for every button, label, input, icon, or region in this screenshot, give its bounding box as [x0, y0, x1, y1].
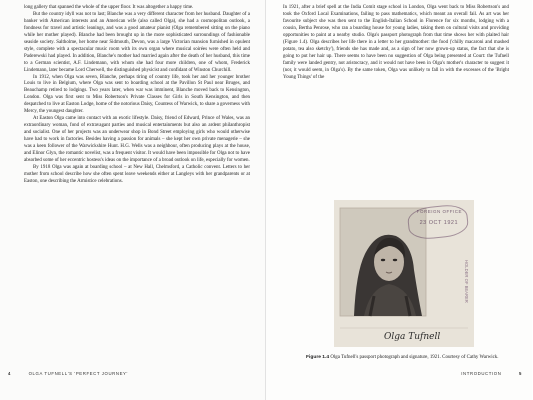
- left-page: [0, 0, 266, 400]
- left-footer: [8, 371, 128, 376]
- left-running-head: OLGA TUFNELL'S 'PERFECT JOURNEY': [28, 371, 128, 376]
- left-paragraph-5: By 1918 Olga was again at boarding school – at New Hall, Chelmsford, a Catholic convent. Letters to her mother from school describe how she often spent leave weekends either at Langleys with her grandparents or at Easton, one describing the Armistice celebrations.: [24, 164, 250, 184]
- right-page-text: [283, 5, 509, 81]
- right-footer: [461, 371, 522, 376]
- passport-photo-figure: [334, 200, 474, 347]
- left-paragraph-3: In 1912, when Olga was seven, Blanche, perhaps tiring of country life, took her and her younger brother Louis to live in Belgium, where Olga was sent to boarding school at the Pavillon St Paul near Bruges, and Beauchamp retired to lodgings. Two years later, when war was imminent, Blanche moved back to Kensington, London. Olga was first sent to Miss Robertson's Private Classes for Girls in South Kensington, and then despatched to live at Easton Lodge, home of the notorious Daisy, Countess of Warwick, to share a governess with Mercy, the youngest daughter.: [24, 74, 250, 115]
- left-page-number: 4: [8, 371, 11, 376]
- stamp-text: FOREIGN OFFICE: [416, 209, 462, 214]
- stamp-side-text: HOLDER OF BEARER: [464, 260, 469, 303]
- figure-caption-text: Olga Tufnell's passport photograph and signature, 1921. Courtesy of Cathy Warwick.: [330, 355, 499, 360]
- figure-label: Figure 1.4: [306, 355, 330, 360]
- left-paragraph-2: But the country idyll was not to last; Blanche was a very different character from her husband. Daughter of a banker with American interests and an American wife (also called Olga), she had a cosmopolitan outlook, a fondness for travel and artistic leanings, and was a good amateur pianist (Olga remembered sitting on the piano while her mother played). Blanche had been brought up in the more sophisticated surroundings of fashionable seaside society. Saltholme, her home near Sidmouth, Devon, was a large Victorian mansion furnished in opulent style, complete with a spectacular music room with its own organ where musical soirées were often held and Paderewski had played. In addition, Blanche's mother had married again after the death of her husband, this time to a German scientist, A.F. Lindemann, with whom she had four more children, one of whom, Frederick Lindemann, later became Lord Cherwell, the distinguished physicist and confidant of Winston Churchill.: [24, 11, 250, 73]
- right-paragraph-1: In 1921, after a brief spell at the India Comit stage school in London, Olga went back to Miss Robertson's and took the Oxford Local Examinations, failing to pass mathematics, which meant an overall fail. As art was her favourite subject she was then sent to the English-Italian School in Florence for six months, lodging with a cousin, Bertha Penrose, who ran a boarding house for young ladies, taking them on cultural visits and providing opportunities to paint at a nearby studio. Olga's passport photograph from that time shows her with plaited hair (Figure 1.4). Olga describes her life there in a letter to her grandmother: the food ('chilly macaroni and mashed potato, tea also sketchy'), friends she has made and, as a sign of her now grown-up status, the fact that she is going to put her hair up. There seems to have been no suggestion of Olga being presented at Court: the Tufnell family were landed gentry, not aristocracy, and it would not have been in Olga's mother's character to suggest it (nor, it would seem, in Olga's). By the same token, Olga was unlikely to fall in with the excesses of the 'Bright Young Things' of the: [283, 5, 509, 80]
- right-page-number: 5: [519, 371, 522, 376]
- signature: Olga Tufnell: [384, 332, 441, 342]
- right-running-head: INTRODUCTION: [461, 371, 502, 376]
- left-page-text: [24, 5, 250, 186]
- figure-caption: [306, 355, 506, 362]
- left-paragraph-1: long gallery that spanned the whole of the upper floor. It was altogether a happy time.: [24, 5, 194, 10]
- left-paragraph-4: At Easton Olga came into contact with an exotic lifestyle. Daisy, friend of Edward, Prince of Wales, was an extraordinary woman, fond of extravagant parties and musical entertainments but also an ardent philanthropist and socialist. One of her projects was an underwear shop in Bond Street employing girls who would otherwise have had to work in factories. Besides having a passion for animals – she kept her own private menagerie – she was a keen follower of the Warwickshire Hunt. H.G. Wells was a neighbour, often producing plays at the house, and Elinor Glyn, the romantic novelist, was a frequent visitor. It would have been impossible for Olga not to have absorbed some of her eccentric hostess's ideas on the importance of a broad outlook on life, especially for women.: [24, 116, 250, 163]
- right-page: [266, 0, 532, 400]
- stamp-date: 23 OCT 1921: [419, 220, 458, 226]
